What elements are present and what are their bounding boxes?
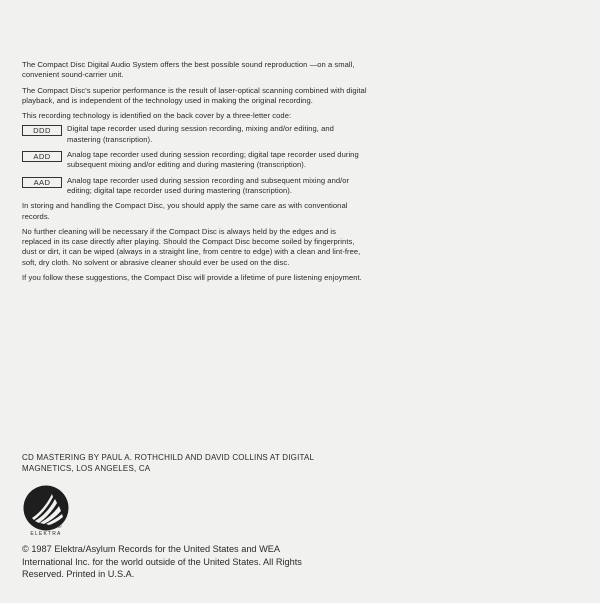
intro-paragraph: The Compact Disc Digital Audio System offers the best possible sound reproduction —on a small, convenient sound-carrier unit. [22, 60, 355, 80]
code-description-add: Analog tape recorder used during session recording; digital tape recorder used during subsequent mixing and/or editing and during mastering (transcription). [67, 150, 359, 170]
care-paragraph: In storing and handling the Compact Disc, you should apply the same care as with conventional records. [22, 201, 348, 221]
code-intro-paragraph: This recording technology is identified on the back cover by a three-letter code: [22, 111, 292, 121]
code-description-ddd: Digital tape recorder used during session recording, mixing and/or editing, and mastering (transcription). [67, 124, 334, 144]
copyright-notice: © 1987 Elektra/Asylum Records for the United States and WEA International Inc. for the world outside of the United States. All Rights Reserved. Printed in U.S.A. [22, 544, 302, 580]
code-box-ddd: DDD [22, 125, 62, 136]
code-box-add: ADD [22, 151, 62, 162]
code-row-aad [22, 176, 367, 197]
code-description-aad: Analog tape recorder used during session recording and subsequent mixing and/or editing; digital tape recorder used during mastering (transcription). [67, 175, 350, 195]
elektra-logo-wordmark: ELEKTRA [30, 531, 62, 536]
elektra-logo-icon [22, 484, 70, 536]
registered-mark: ® [57, 524, 62, 530]
performance-paragraph: The Compact Disc's superior performance is the result of laser-optical scanning combined with digital playback, and is independent of the technology used in making the original recording. [22, 85, 367, 105]
code-row-ddd [22, 124, 367, 145]
code-box-aad: AAD [22, 177, 62, 188]
mastering-credit: CD MASTERING BY PAUL A. ROTHCHILD AND DAVID COLLINS AT DIGITAL MAGNETICS, LOS ANGELES, CA [22, 453, 314, 473]
closing-paragraph: If you follow these suggestions, the Compact Disc will provide a lifetime of pure listening enjoyment. [22, 273, 362, 283]
cleaning-paragraph: No further cleaning will be necessary if the Compact Disc is always held by the edges and is replaced in its case directly after playing. Should the Compact Disc become soiled by fingerprints, dust or dirt, it can be wiped (always in a straight line, from centre to edge) with a clean and lint-free, soft, dry cloth. No solvent or abrasive cleaner should ever be used on the disc. [22, 226, 361, 267]
compact-disc-info-text [22, 60, 367, 288]
code-row-add [22, 150, 367, 171]
